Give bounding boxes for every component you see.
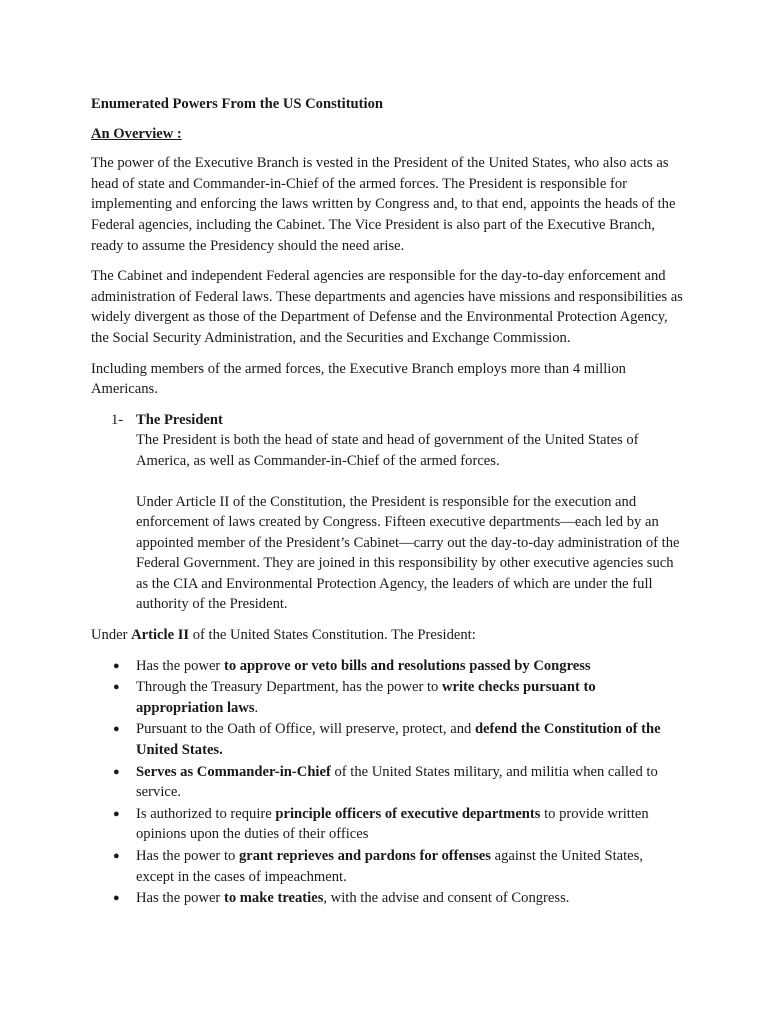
item-text: , with the advise and consent of Congress. (323, 890, 570, 907)
item-paragraph-head-of-state: The President is both the head of state and head of government of the United States of America, as well as Commander-in-Chief of the armed forces. (136, 432, 639, 469)
item-text: Is authorized to require (136, 805, 276, 822)
list-item (91, 804, 683, 845)
item-text: Has the power to (136, 848, 239, 864)
list-item (91, 656, 683, 677)
item-title: The President (136, 411, 223, 428)
list-item (91, 677, 683, 718)
powers-list (91, 656, 683, 909)
item-bold-text: to make treaties (223, 890, 324, 907)
list-item (91, 762, 683, 803)
bullet-icon: ● (113, 892, 120, 905)
document-page (91, 94, 683, 910)
item-text: of the United States military, and militia when called to service. (136, 763, 658, 801)
item-text: Pursuant to the Oath of Office, will preserve, protect, and (136, 721, 475, 738)
item-bold-text: principle officers of executive departments (275, 805, 541, 822)
item-paragraph-article-ii: Under Article II of the Constitution, the President is responsible for the execution and enforcement of laws created by Congress. Fifteen executive departments—each led by an appointed member of the President’s Cabinet—carry out the day-to-day administration of the Federal Government. They are joined in this responsibility by other executive agencies such as the CIA and Environmental Protection Agency, the leaders of which are under the full authority of the President. (136, 493, 680, 613)
paragraph-cabinet-agencies: The Cabinet and independent Federal agencies are responsible for the day-to-day enforcement and administration of Federal laws. These departments and agencies have missions and responsibilities as widely divergent as those of the Department of Defense and the Environmental Protection Agency, the Social Security Administration, and the Securities and Exchange Commission. (91, 268, 683, 346)
paragraph-employment: Including members of the armed forces, the Executive Branch employs more than 4 million Americans. (91, 360, 626, 398)
bullet-icon: ● (113, 659, 120, 672)
item-text: . (254, 699, 259, 716)
bullet-icon: ● (113, 850, 120, 862)
article-ii-intro (91, 625, 683, 646)
numbered-item-president (91, 410, 683, 615)
item-bold-text: defend the Constitution of the United States. (136, 721, 661, 759)
list-item (91, 846, 683, 887)
paragraph-executive-branch: The power of the Executive Branch is vested in the President of the United States, who also acts as head of state and Commander-in-Chief of the armed forces. The President is responsible for implementing and enforcing the laws written by Congress and, to that end, appoints the heads of the Federal agencies, including the Cabinet. The Vice President is also part of the Executive Branch, ready to assume the Presidency should the need arise. (91, 155, 676, 254)
list-item (91, 888, 683, 909)
list-item (91, 719, 683, 760)
item-text: to provide written opinions upon the duties of their offices (136, 805, 649, 843)
item-text: Has the power (136, 657, 224, 674)
bullet-icon: ● (113, 681, 120, 694)
item-text: Through the Treasury Department, has the power to (136, 679, 442, 696)
bullet-icon: ● (113, 723, 120, 736)
document-title: Enumerated Powers From the US Constitution (91, 96, 383, 112)
item-bold-text: write checks pursuant to appropriation laws (136, 679, 596, 716)
item-number: 1- (111, 411, 124, 428)
bullet-icon: ● (113, 807, 120, 820)
item-text: against the United States, except in the cases of impeachment. (136, 848, 643, 885)
item-text: Has the power (136, 890, 224, 907)
intro-before: Under (91, 627, 132, 644)
overview-heading: An Overview : (91, 125, 182, 142)
item-bold-text: grant reprieves and pardons for offenses (238, 848, 491, 864)
item-bold-text: to approve or veto bills and resolutions passed by Congress (223, 657, 591, 674)
item-bold-text: Serves as Commander-in-Chief (136, 763, 331, 780)
bullet-icon: ● (113, 765, 120, 778)
intro-after: of the United States Constitution. The President: (189, 627, 476, 644)
intro-bold: Article II (131, 627, 190, 644)
